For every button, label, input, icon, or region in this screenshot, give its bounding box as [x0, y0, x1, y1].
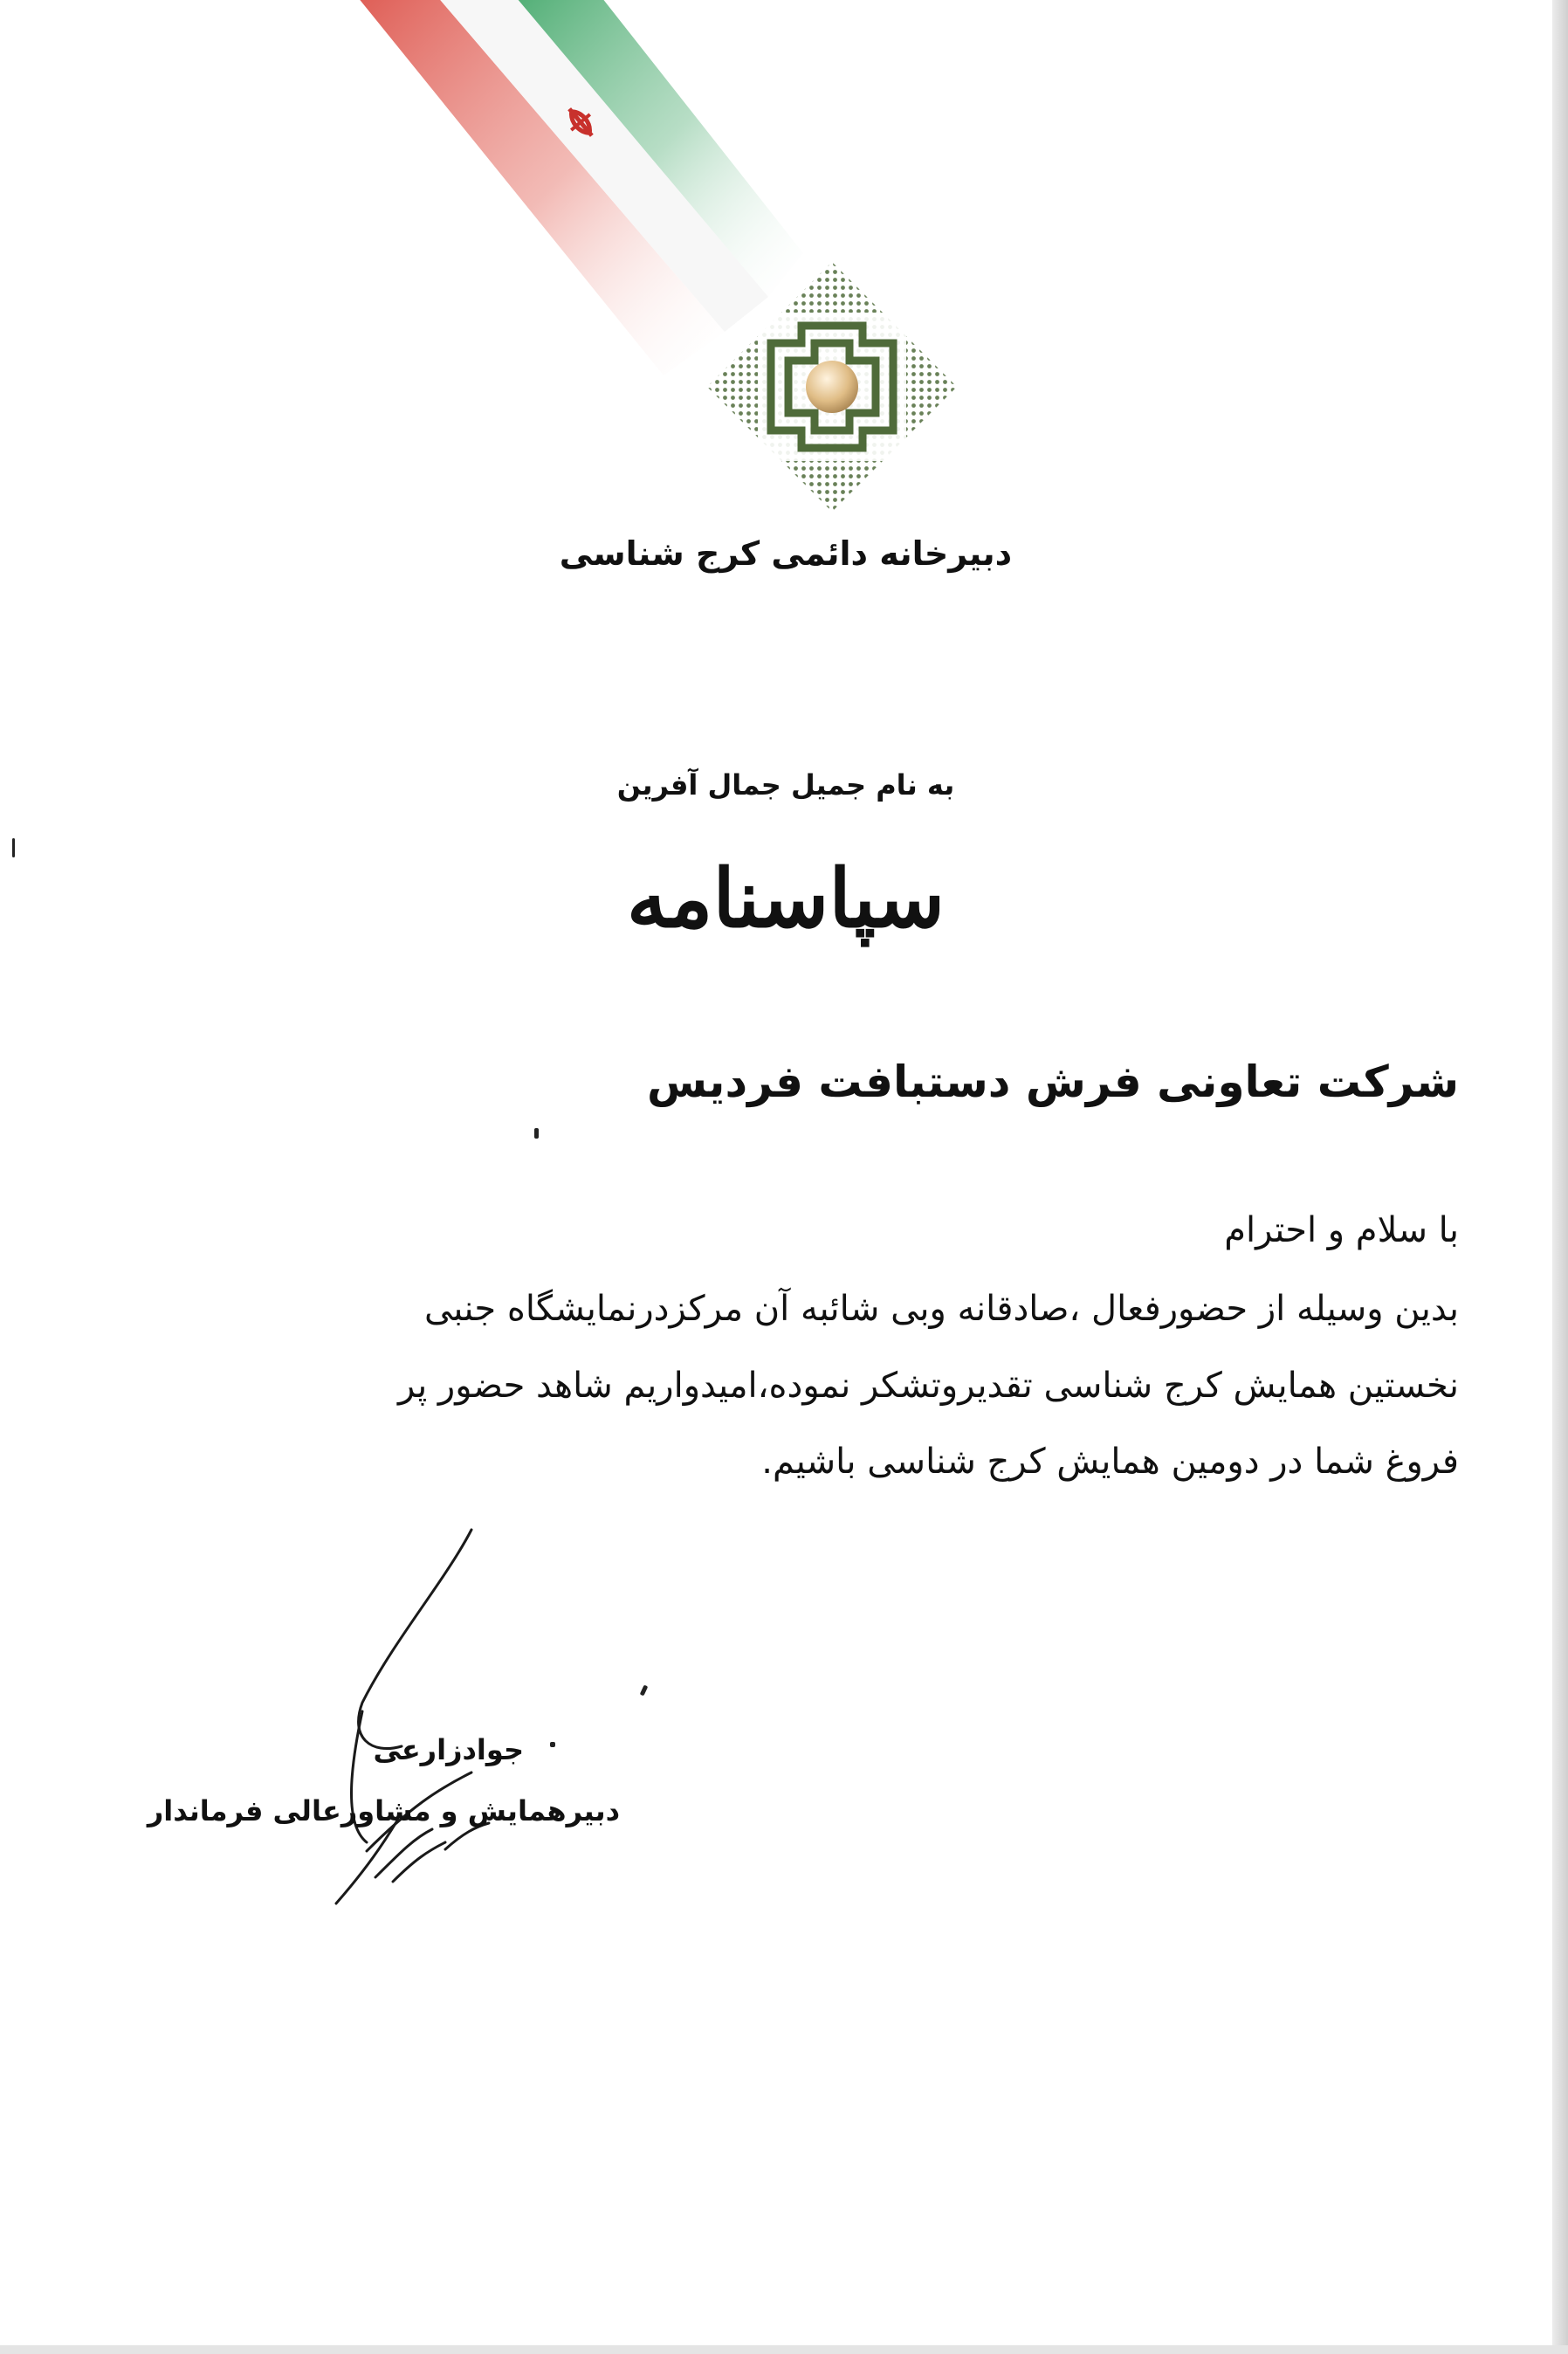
body-line: بدین وسیله از حضورفعال ،صادقانه وبی شائبه آن مرکزدرنمایشگاه جنبی	[423, 1289, 1459, 1329]
ink-speck	[534, 1128, 539, 1139]
invocation-text: به نام جمیل جمال آفرین	[616, 768, 955, 802]
ink-speck	[550, 1742, 555, 1747]
body-line: فروغ شما در دومین همایش کرج شناسی باشیم.	[761, 1442, 1459, 1482]
frame-edge	[1552, 0, 1568, 2354]
organization-emblem-icon	[705, 260, 959, 513]
organization-name: دبیرخانه دائمی کرج شناسی	[559, 534, 1013, 573]
ink-speck	[12, 838, 15, 857]
signer-name: جوادزارعی	[373, 1733, 524, 1766]
recipient-name: شرکت تعاونی فرش دستبافت فردیس	[646, 1057, 1459, 1107]
frame-bottom-edge	[0, 2345, 1568, 2354]
signature-icon	[314, 1528, 664, 1930]
certificate-title: سپاسنامه	[626, 851, 946, 946]
signer-title: دبیرهمایش و مشاورعالی فرماندار	[147, 1794, 620, 1827]
body-line: نخستین همایش کرج شناسی تقدیروتشکر نموده،امیدواریم شاهد حضور پر	[398, 1366, 1459, 1406]
greeting-text: با سلام و احترام	[1224, 1210, 1459, 1250]
